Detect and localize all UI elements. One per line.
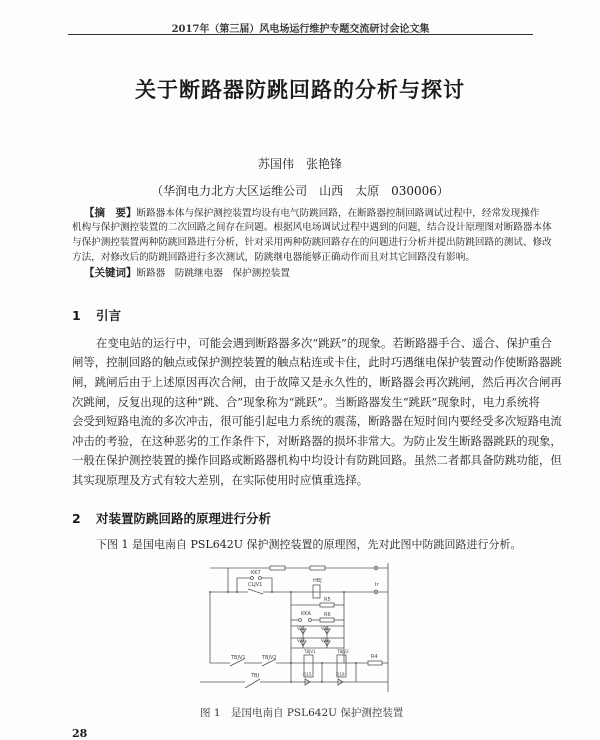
label-r6: R6 (324, 612, 331, 618)
abstract-line: 机构与保护测控装置的二次回路之间存在问题。根据风电场调试过程中遇到的问题，结合设计原理图对断路器本体 (72, 222, 552, 233)
label-v35: V35 (297, 626, 305, 631)
body-line: 一般在保护测控装置的操作回路或断路器机构中均设计有防跳回路。虽然二者都具备防跳功能，但 (72, 453, 562, 467)
abstract-line: 【摘 要】断路器本体与保护测控装置均设有电气防跳回路，在断路器控制回路调试过程中，经常发现操作 (84, 207, 540, 219)
label-tbjv1-coil: TBJV1 (304, 649, 316, 654)
keywords (84, 266, 528, 280)
resistor (270, 566, 285, 570)
label-tbj: TBJ (251, 673, 259, 679)
label-tbjv1: TBJV1 (231, 655, 246, 661)
body-line: 会受到短路电流的多次冲击，很可能引起电力系统的震荡，断路器在短时间内要经受多次短路电流 (72, 414, 562, 428)
abstract-line: 与保护测控装置两种防跳回路进行分析，针对采用两种防跳回路存在的问题进行分析并提出防跳回路的测试、修改 (72, 237, 552, 248)
resistor (368, 661, 382, 665)
abstract-line: 方法，对修改后的防跳回路进行多次测试，防跳继电器能够正确动作而且对其它回路没有影响。 (72, 252, 475, 263)
label-ir: Ir (375, 582, 379, 588)
figure-caption: 图 1 是国电南自 PSL642U 保护测控装置 (200, 707, 404, 719)
body-line: 闸等，控制回路的触点或保护测控装置的触点粘连或卡住，此时巧遇继电保护装置动作使断路器跳 (72, 355, 562, 369)
resistor (320, 603, 334, 607)
page-number: 28 (72, 727, 88, 740)
section-heading: 2 对装置防跳回路的原理进行分析 (72, 511, 272, 526)
paper-title: 关于断路器防跳回路的分析与探讨 (135, 78, 465, 102)
label-clj: CLJV1 (248, 582, 263, 588)
body-line: 其实现原理及方式有较大差别，在实际使用时应慎重选择。 (72, 473, 369, 487)
label-tbjv2-coil: TBJV2 (337, 649, 349, 654)
resistor (320, 618, 334, 622)
label-fj19: FJ19 (336, 672, 345, 677)
body-line: 次跳闸，反复出现的这种“跳、合”现象称为“跳跃”。当断路器发生“跳跃”现象时，电力系统将 (72, 395, 540, 409)
switch-contact (248, 589, 263, 594)
switch-contact (245, 679, 260, 688)
circuit-diagram (200, 560, 400, 695)
keywords-text: 断路器 防跳继电器 保护测控装置 (136, 268, 290, 279)
running-head: 2017年（第三届）风电场运行维护专题交流研讨会论文集 (171, 24, 430, 35)
resistor (310, 566, 325, 570)
label-v36: V36 (321, 626, 329, 631)
label-fj15: FJ15 (303, 672, 312, 677)
abstract-label: 【摘 要】 (84, 207, 137, 219)
header-rule (68, 34, 533, 35)
keywords-label: 【关键词】 (84, 267, 137, 279)
label-r4: R4 (371, 654, 378, 660)
label-hbj: HBJ (313, 578, 322, 584)
label-kka: KKA (301, 611, 311, 617)
relay-coil (313, 585, 320, 598)
label-v38: V38 (321, 638, 329, 643)
body-line: 闸，跳闸后由于上述原因再次合闸，由于故障又是永久性的，断路器会再次跳闸，然后再次合闸再 (72, 375, 562, 389)
label-v37: V37 (297, 638, 305, 643)
body-line: 下图 1 是国电南自 PSL642U 保护测控装置的原理图，先对此图中防跳回路进行分析。 (96, 538, 522, 551)
section-heading: 1 引言 (72, 308, 122, 323)
body-line: 冲击的考验，在这种恶劣的工作条件下，对断路器的损坏非常大。为防止发生断路器跳跃的现象， (72, 434, 562, 448)
body-line: 在变电站的运行中，可能会遇到断路器多次“跳跃”的现象。若断路器手合、遥合、保护重合 (96, 336, 552, 350)
authors: 苏国伟 张艳锋 (257, 157, 342, 171)
label-tbjv2: TBJV2 (262, 655, 277, 661)
label-kk7: KK7 (251, 570, 261, 576)
label-r5: R5 (324, 597, 331, 603)
affiliation: （华润电力北方大区运维公司 山西 太原 030006） (151, 184, 449, 198)
